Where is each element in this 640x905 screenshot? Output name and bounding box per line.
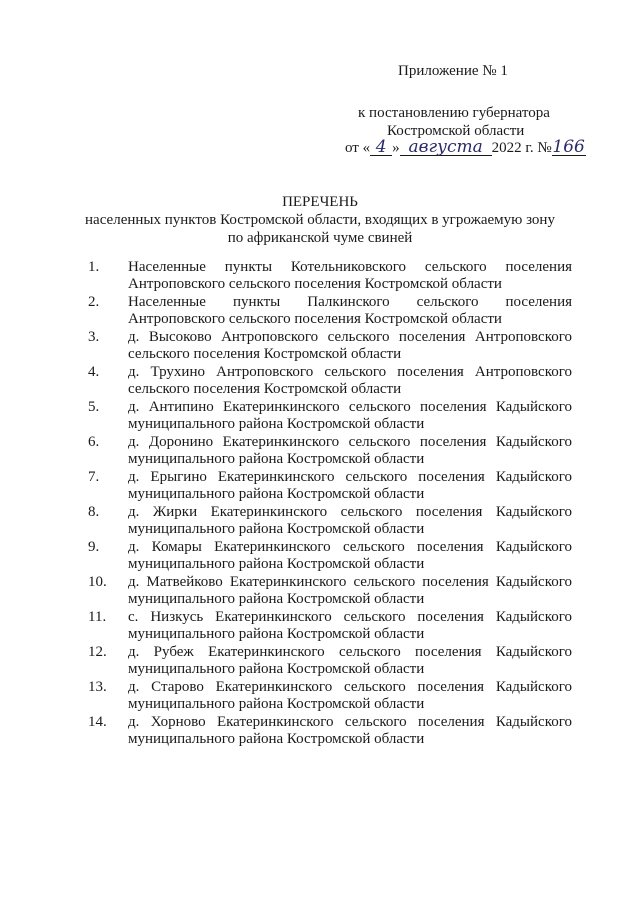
item-text: д. Ерыгино Екатеринкинского сельского поселения Кадыйского муниципального района Костромской области xyxy=(128,469,572,502)
list-item xyxy=(88,679,572,713)
item-text: д. Комары Екатеринкинского сельского поселения Кадыйского муниципального района Костромской области xyxy=(128,539,572,572)
list-item xyxy=(88,434,572,468)
handwritten-month: августа xyxy=(400,140,492,156)
date-prefix: от « xyxy=(345,140,371,156)
item-text: д. Высоково Антроповского сельского поселения Антроповского сельского поселения Костромской области xyxy=(128,329,572,362)
decree-region: Костромской области xyxy=(387,123,525,139)
item-text: д. Хорново Екатеринкинского сельского поселения Кадыйского муниципального района Костромской области xyxy=(128,714,572,747)
decree-reference: к постановлению губернатора xyxy=(358,105,550,121)
item-number: 10. xyxy=(88,574,107,590)
item-number: 11. xyxy=(88,609,107,625)
item-number: 1. xyxy=(88,259,100,275)
item-text: Населенные пункты Котельниковского сельского поселения Антроповского сельского поселения Костромской области xyxy=(128,259,572,292)
item-number: 13. xyxy=(88,679,107,695)
item-text: д. Матвейково Екатеринкинского сельского поселения Кадыйского муниципального района Костромской области xyxy=(128,574,572,607)
list-item xyxy=(88,574,572,608)
list-heading: ПЕРЕЧЕНЬ xyxy=(282,194,358,210)
list-item xyxy=(88,609,572,643)
handwritten-decree-number: 166 xyxy=(552,137,585,157)
date-mid: » xyxy=(392,140,400,156)
appendix-title: Приложение № 1 xyxy=(398,63,508,79)
item-text: д. Доронино Екатеринкинского сельского поселения Кадыйского муниципального района Костромской области xyxy=(128,434,572,467)
item-text: д. Старово Екатеринкинского сельского поселения Кадыйского муниципального района Костромской области xyxy=(128,679,572,712)
list-item xyxy=(88,294,572,328)
item-number: 9. xyxy=(88,539,100,555)
item-text: д. Антипино Екатеринкинского сельского поселения Кадыйского муниципального района Костромской области xyxy=(128,399,572,432)
item-number: 4. xyxy=(88,364,100,380)
list-item xyxy=(88,259,572,293)
handwritten-day: 4 xyxy=(370,140,392,156)
year-text: 2022 г. № xyxy=(491,140,552,156)
list-item xyxy=(88,364,572,398)
list-item xyxy=(88,539,572,573)
item-text: д. Жирки Екатеринкинского сельского поселения Кадыйского муниципального района Костромской области xyxy=(128,504,572,537)
item-number: 12. xyxy=(88,644,107,660)
item-text: д. Рубеж Екатеринкинского сельского поселения Кадыйского муниципального района Костромской области xyxy=(128,644,572,677)
settlement-list xyxy=(88,259,572,749)
list-item xyxy=(88,644,572,678)
list-item xyxy=(88,504,572,538)
item-number: 8. xyxy=(88,504,100,520)
item-text: Населенные пункты Палкинского сельского поселения Антроповского сельского поселения Костромской области xyxy=(128,294,572,327)
item-number: 14. xyxy=(88,714,107,730)
item-number: 2. xyxy=(88,294,100,310)
list-item xyxy=(88,329,572,363)
item-number: 3. xyxy=(88,329,100,345)
decree-date-line xyxy=(345,137,586,157)
item-number: 6. xyxy=(88,434,100,450)
list-item xyxy=(88,714,572,748)
item-text: с. Низкусь Екатеринкинского сельского поселения Кадыйского муниципального района Костромской области xyxy=(128,609,572,642)
list-subheading-line1: населенных пунктов Костромской области, входящих в угрожаемую зону xyxy=(85,212,555,228)
item-number: 5. xyxy=(88,399,100,415)
list-item xyxy=(88,469,572,503)
item-number: 7. xyxy=(88,469,100,485)
list-subheading-line2: по африканской чуме свиней xyxy=(227,230,413,246)
list-item xyxy=(88,399,572,433)
item-text: д. Трухино Антроповского сельского поселения Антроповского сельского поселения Костромской области xyxy=(128,364,572,397)
